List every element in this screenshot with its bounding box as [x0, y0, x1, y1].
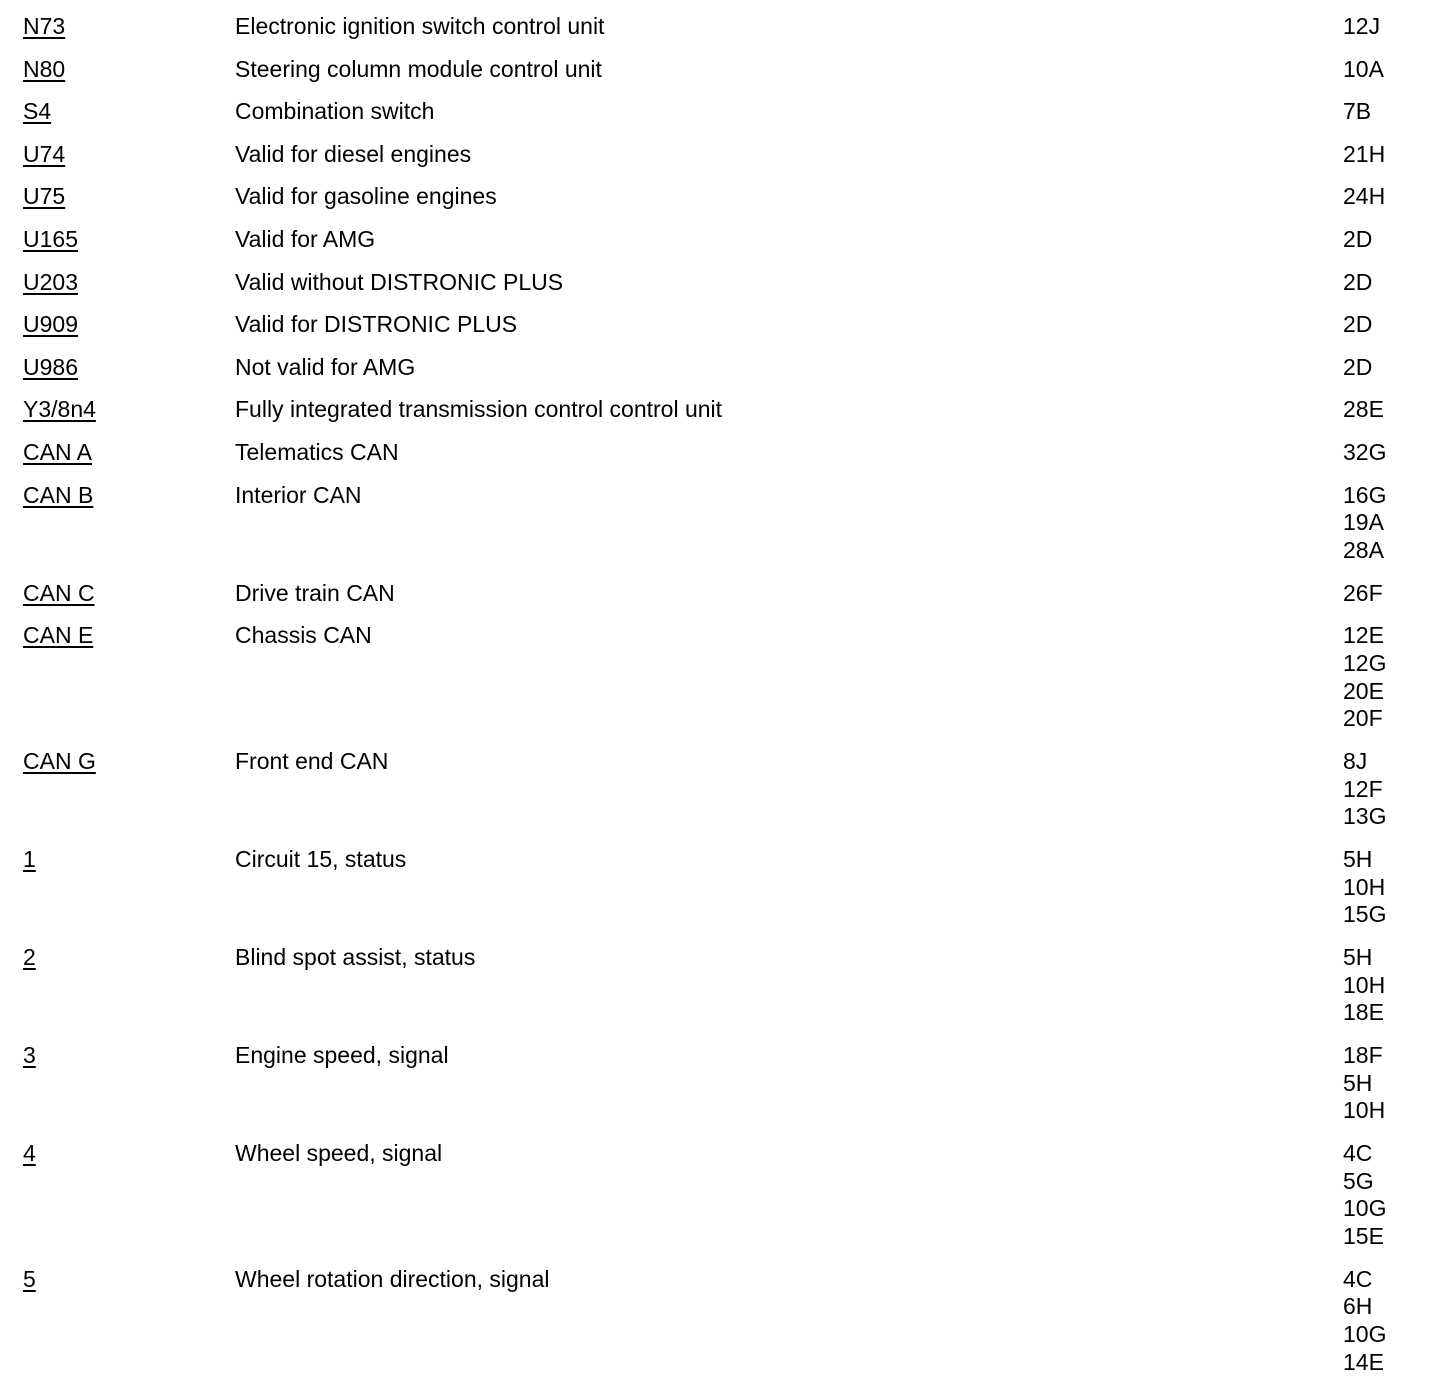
- component-description: Valid for diesel engines: [235, 140, 472, 167]
- component-description: Valid without DISTRONIC PLUS: [235, 268, 564, 295]
- component-description: Engine speed, signal: [235, 1041, 449, 1068]
- component-description: Steering column module control unit: [235, 55, 602, 82]
- component-code-link[interactable]: CAN E: [23, 622, 94, 649]
- grid-reference-link[interactable]: 2D: [1343, 226, 1373, 252]
- component-description: Circuit 15, status: [235, 845, 407, 872]
- component-code-link[interactable]: Y3/8n4: [23, 396, 96, 423]
- component-description: Valid for gasoline engines: [235, 183, 497, 210]
- grid-reference-list: [1343, 437, 1386, 465]
- component-description: Telematics CAN: [235, 439, 399, 465]
- grid-reference-list: [1343, 1040, 1385, 1123]
- grid-reference-list: [1343, 267, 1372, 295]
- grid-reference-link[interactable]: 2D: [1343, 311, 1373, 338]
- component-description: Fully integrated transmission control control unit: [235, 396, 723, 423]
- grid-reference-link[interactable]: 5G: [1343, 1167, 1374, 1194]
- grid-reference-link[interactable]: 26F: [1343, 579, 1383, 606]
- grid-reference-link[interactable]: 6H: [1343, 1293, 1373, 1320]
- grid-reference-link[interactable]: 19A: [1343, 509, 1384, 536]
- grid-reference-list: [1343, 54, 1384, 82]
- component-description: Valid for AMG: [235, 226, 376, 252]
- grid-reference-link[interactable]: 12J: [1343, 13, 1381, 39]
- grid-reference-link[interactable]: 2D: [1343, 353, 1373, 380]
- grid-reference-link[interactable]: 13G: [1343, 803, 1387, 830]
- grid-reference-list: [1343, 11, 1380, 39]
- grid-reference-link[interactable]: 10H: [1343, 1097, 1386, 1124]
- grid-reference-link[interactable]: 2D: [1343, 268, 1373, 295]
- grid-reference-link[interactable]: 20E: [1343, 677, 1384, 704]
- grid-reference-link[interactable]: 10A: [1343, 55, 1384, 82]
- grid-reference-link[interactable]: 12F: [1343, 775, 1383, 802]
- component-code-link[interactable]: CAN B: [23, 481, 94, 508]
- grid-reference-link[interactable]: 14E: [1343, 1348, 1384, 1375]
- component-description: Drive train CAN: [235, 579, 395, 606]
- grid-reference-link[interactable]: 5H: [1343, 1069, 1373, 1096]
- grid-reference-list: [1343, 746, 1386, 829]
- grid-reference-link[interactable]: 7B: [1343, 98, 1372, 125]
- component-code-link[interactable]: S4: [23, 98, 52, 125]
- component-code-link[interactable]: 1: [23, 845, 36, 872]
- component-description: Blind spot assist, status: [235, 943, 476, 970]
- grid-reference-link[interactable]: 15E: [1343, 1222, 1384, 1249]
- component-description: Electronic ignition switch control unit: [235, 13, 605, 39]
- component-code-link[interactable]: U74: [23, 140, 66, 167]
- component-code-link[interactable]: U203: [23, 268, 78, 295]
- grid-reference-link[interactable]: 10H: [1343, 873, 1386, 900]
- grid-reference-link[interactable]: 5H: [1343, 845, 1373, 872]
- component-description: Combination switch: [235, 98, 435, 125]
- grid-reference-link[interactable]: 5H: [1343, 943, 1373, 970]
- component-description: Interior CAN: [235, 481, 362, 508]
- grid-reference-link[interactable]: 4C: [1343, 1139, 1373, 1166]
- grid-reference-link[interactable]: 12E: [1343, 622, 1384, 649]
- grid-reference-link[interactable]: 10G: [1343, 1320, 1387, 1347]
- component-code-link[interactable]: U909: [23, 311, 78, 338]
- grid-reference-list: [1343, 394, 1384, 422]
- grid-reference-link[interactable]: 16G: [1343, 481, 1387, 508]
- grid-reference-link[interactable]: 21H: [1343, 140, 1386, 167]
- grid-reference-link[interactable]: 15G: [1343, 901, 1387, 928]
- grid-reference-list: [1343, 309, 1372, 337]
- grid-reference-link[interactable]: 18E: [1343, 999, 1384, 1026]
- grid-reference-link[interactable]: 32G: [1343, 439, 1387, 465]
- component-code-link[interactable]: CAN A: [23, 439, 93, 465]
- component-code-link[interactable]: N73: [23, 13, 66, 39]
- grid-reference-link[interactable]: 18F: [1343, 1041, 1383, 1068]
- grid-reference-link[interactable]: 4C: [1343, 1265, 1373, 1292]
- grid-reference-list: [1343, 352, 1372, 380]
- grid-reference-list: [1343, 480, 1386, 563]
- component-code-link[interactable]: U986: [23, 353, 78, 380]
- component-description: Wheel speed, signal: [235, 1139, 443, 1166]
- grid-reference-list: [1343, 1264, 1386, 1375]
- grid-reference-link[interactable]: 10H: [1343, 971, 1386, 998]
- grid-reference-list: [1343, 844, 1386, 927]
- grid-reference-link[interactable]: 28E: [1343, 396, 1384, 423]
- grid-reference-list: [1343, 96, 1371, 124]
- grid-reference-list: [1343, 139, 1385, 167]
- component-description: Front end CAN: [235, 747, 389, 774]
- component-code-link[interactable]: 3: [23, 1041, 36, 1068]
- component-code-link[interactable]: U165: [23, 226, 78, 252]
- grid-reference-link[interactable]: 12G: [1343, 649, 1387, 676]
- grid-reference-link[interactable]: 24H: [1343, 183, 1386, 210]
- component-code-link[interactable]: 5: [23, 1265, 36, 1292]
- component-description: Wheel rotation direction, signal: [235, 1265, 550, 1292]
- component-description: Not valid for AMG: [235, 353, 416, 380]
- grid-reference-list: [1343, 1138, 1386, 1249]
- component-code-link[interactable]: 2: [23, 943, 36, 970]
- grid-reference-list: [1343, 942, 1385, 1025]
- grid-reference-link[interactable]: 10G: [1343, 1195, 1387, 1222]
- grid-reference-link[interactable]: 28A: [1343, 536, 1384, 563]
- component-code-link[interactable]: 4: [23, 1139, 36, 1166]
- grid-reference-list: [1343, 620, 1386, 731]
- grid-reference-list: [1343, 578, 1383, 606]
- component-code-link[interactable]: N80: [23, 55, 66, 82]
- grid-reference-link[interactable]: 8J: [1343, 747, 1368, 774]
- component-code-link[interactable]: U75: [23, 183, 66, 210]
- grid-reference-list: [1343, 181, 1385, 209]
- component-description: Valid for DISTRONIC PLUS: [235, 311, 518, 338]
- component-code-link[interactable]: CAN C: [23, 579, 95, 606]
- grid-reference-list: [1343, 224, 1372, 252]
- component-description: Chassis CAN: [235, 622, 372, 649]
- component-code-link[interactable]: CAN G: [23, 747, 96, 774]
- grid-reference-link[interactable]: 20F: [1343, 705, 1383, 732]
